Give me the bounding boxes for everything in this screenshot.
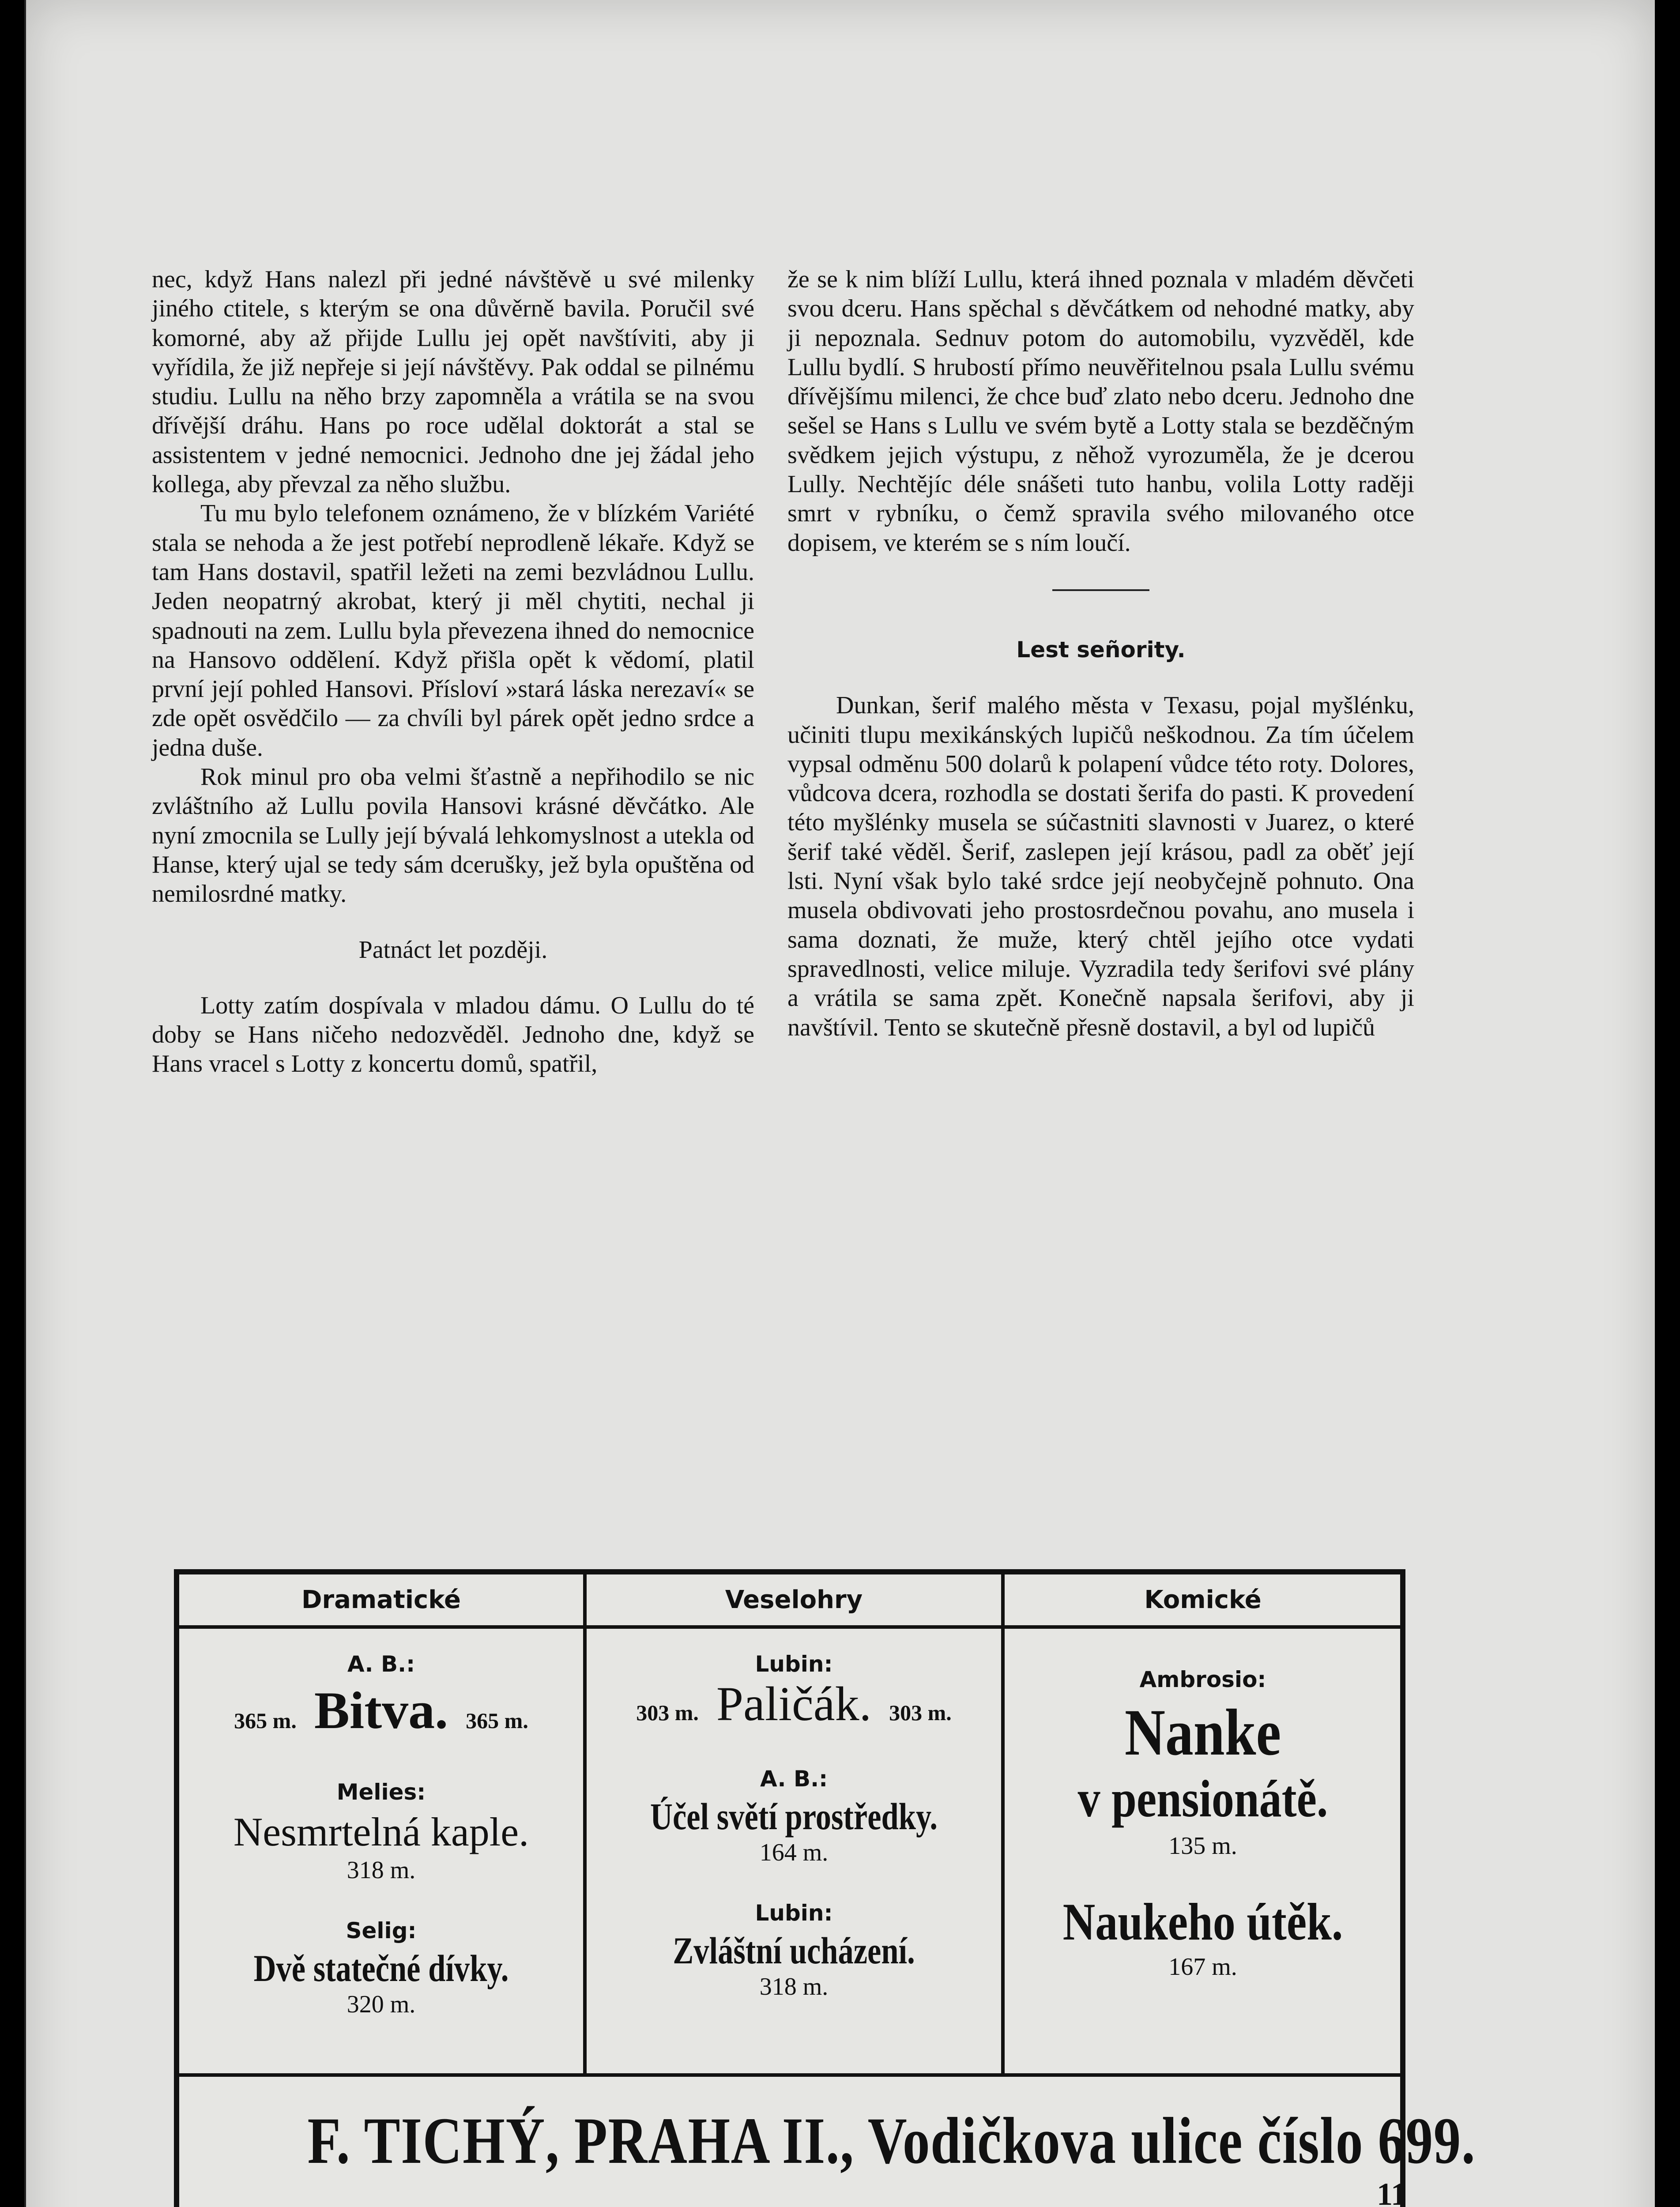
film-title: Naukeho útěk. (1062, 1892, 1343, 1951)
section-heading: Patnáct let později. (358, 936, 548, 964)
ad-table (179, 1574, 1400, 2073)
ad-footer-address (179, 2073, 1476, 2207)
page-number: 11 (1377, 2177, 1407, 2207)
film-title: Bitva. (314, 1681, 448, 1740)
film-length: 303 m. (636, 1700, 699, 1725)
film-studio: A. B.: (347, 1651, 415, 1677)
section-divider (1052, 589, 1149, 591)
film-entry (179, 1680, 583, 1741)
film-studio: A. B.: (760, 1766, 828, 1792)
film-advertisement (174, 1569, 1476, 2207)
film-length: 320 m. (347, 1991, 416, 2018)
article-paragraph: nec, když Hans nalezl při jedné návštěvě u své milenky jiného ctitele, s kterým se ona důvěrně bavila. Poručil své komorné, aby až přijde Lullu jej opět navštíviti, aby ji vyřídila, že již nepřeje si její návštěvy. Pak oddal se pilnému studiu. Lullu na něho brzy zapomněla a vrátila se na svou dřívější dráhu. Hans po roce udělal doktorát a stal se assistentem v jedné nemocnici. Jednoho dne jej žádal jeho kollega, aby převzal za něho službu. (152, 266, 754, 498)
film-studio: Lubin: (755, 1651, 833, 1677)
film-studio: Melies: (336, 1779, 426, 1805)
film-studio: Lubin: (755, 1900, 833, 1926)
film-title: Nesmrtelná kaple. (233, 1809, 529, 1854)
film-title: v pensionátě. (1077, 1769, 1328, 1828)
article-paragraph: Lotty zatím dospívala v mladou dámu. O Lullu do té doby se Hans ničeho nedozvěděl. Jednoho dne, když se Hans vracel s Lotty z koncertu domů, spatřil, (152, 991, 754, 1078)
film-title: Zvláštní ucházení. (673, 1929, 915, 1972)
film-title: Paličák. (716, 1677, 872, 1731)
film-length: 365 m. (234, 1708, 297, 1733)
film-studio: Ambrosio: (1139, 1667, 1266, 1692)
ad-column-comic (1005, 1574, 1401, 2073)
ad-column-header: Dramatické (179, 1574, 583, 1629)
article-column-left (152, 265, 754, 1079)
film-title: Účel světí prostředky. (650, 1795, 938, 1838)
article-paragraph: že se k nim blíží Lullu, která ihned poznala v mladém děvčeti svou dceru. Hans spěchal s děvčátkem od nehodné matky, aby ji nepoznala. Sednuv potom do automobilu, vyzvěděl, kde Lullu bydlí. S hrubostí přímo neuvěřitelnou psala Lullu svému dřívějšímu milenci, že chce buď zlato nebo dceru. Jednoho dne sešel se Hans s Lullu ve svém bytě a Lotty stala se bezděčným svědkem jejich výstupu, z něhož vyrozuměla, že je dcerou Lully. Nechtějíc déle snášeti tuto hanbu, volila Lotty raději smrt v rybníku, o čemž spravila svého milovaného otce dopisem, ve kterém se s ním loučí. (787, 266, 1414, 557)
film-length: 318 m. (347, 1857, 416, 1884)
film-title: Nanke (1124, 1696, 1281, 1769)
ad-column-comedies (583, 1574, 1005, 2073)
film-length: 303 m. (889, 1700, 952, 1725)
film-length: 318 m. (759, 1973, 829, 2000)
film-length: 135 m. (1168, 1832, 1237, 1860)
section-heading: Lest señority. (1016, 636, 1186, 663)
ad-column-header: Veselohry (587, 1574, 1001, 1629)
film-length: 365 m. (466, 1708, 528, 1733)
ad-column-header: Komické (1005, 1574, 1401, 1629)
article-paragraph: Rok minul pro oba velmi šťastně a nepřihodilo se nic zvláštního až Lullu povila Hansovi krásné děvčátko. Ale nyní zmocnila se Lully její bývalá lehkomyslnost a utekla od Hanse, který ujal se tedy sám dcerušky, jež byla opuštěna od nemilosrdné matky. (152, 763, 754, 908)
film-studio: Selig: (346, 1918, 417, 1943)
ad-column-dramatic (179, 1574, 583, 2073)
magazine-page (24, 0, 1655, 2207)
article-column-right (787, 265, 1414, 1042)
article-paragraph: Dunkan, šerif malého města v Texasu, pojal myšlénku, učiniti tlupu mexikánských lupičů neškodnou. Za tím účelem vypsal odměnu 500 dolarů k polapení vůdce této roty. Dolores, vůdcova dcera, rozhodla se dostati šerifa do pasti. K provedení této myšlénky musela se súčastniti slavnosti v Juarez, o které šerif také věděl. Šerif, zaslepen její krásou, padl za oběť její lsti. Nyní však bylo také srdce její neobyčejně pohnuto. Ona musela obdivovati jeho prostosrdečnou povahu, ano musela i sama doznati, že muže, který chtěl jejího otce vydati spravedlnosti, velice miluje. Vyzradila tedy šerifovi své plány a vrátila se sama zpět. Konečně napsala šerifovi, aby ji navštívil. Tento se skutečně přesně dostavil, a byl od lupičů (787, 692, 1414, 1041)
film-title: Dvě statečné dívky. (253, 1947, 509, 1989)
article-paragraph: Tu mu bylo telefonem oznámeno, že v blízkém Variété stala se nehoda a že jest potřebí neprodleně lékaře. Když se tam Hans dostavil, spatřil ležeti na zemi bezvládnou Lullu. Jeden neopatrný akrobat, který ji měl chytiti, nechal ji spadnouti na zem. Lullu byla převezena ihned do nemocnice na Hansovo oddělení. Když přišla opět k vědomí, platil první její pohled Hansovi. Přísloví »stará láska nerezaví« se zde opět osvědčilo — za chvíli byl párek opět jedno srdce a jedna duše. (152, 500, 754, 761)
film-entry (587, 1677, 1001, 1731)
film-length: 164 m. (759, 1839, 829, 1866)
ad-footer-text: F. TICHÝ, PRAHA II., Vodičkova ulice číslo 699. (307, 2104, 1476, 2177)
film-length: 167 m. (1168, 1953, 1237, 1981)
